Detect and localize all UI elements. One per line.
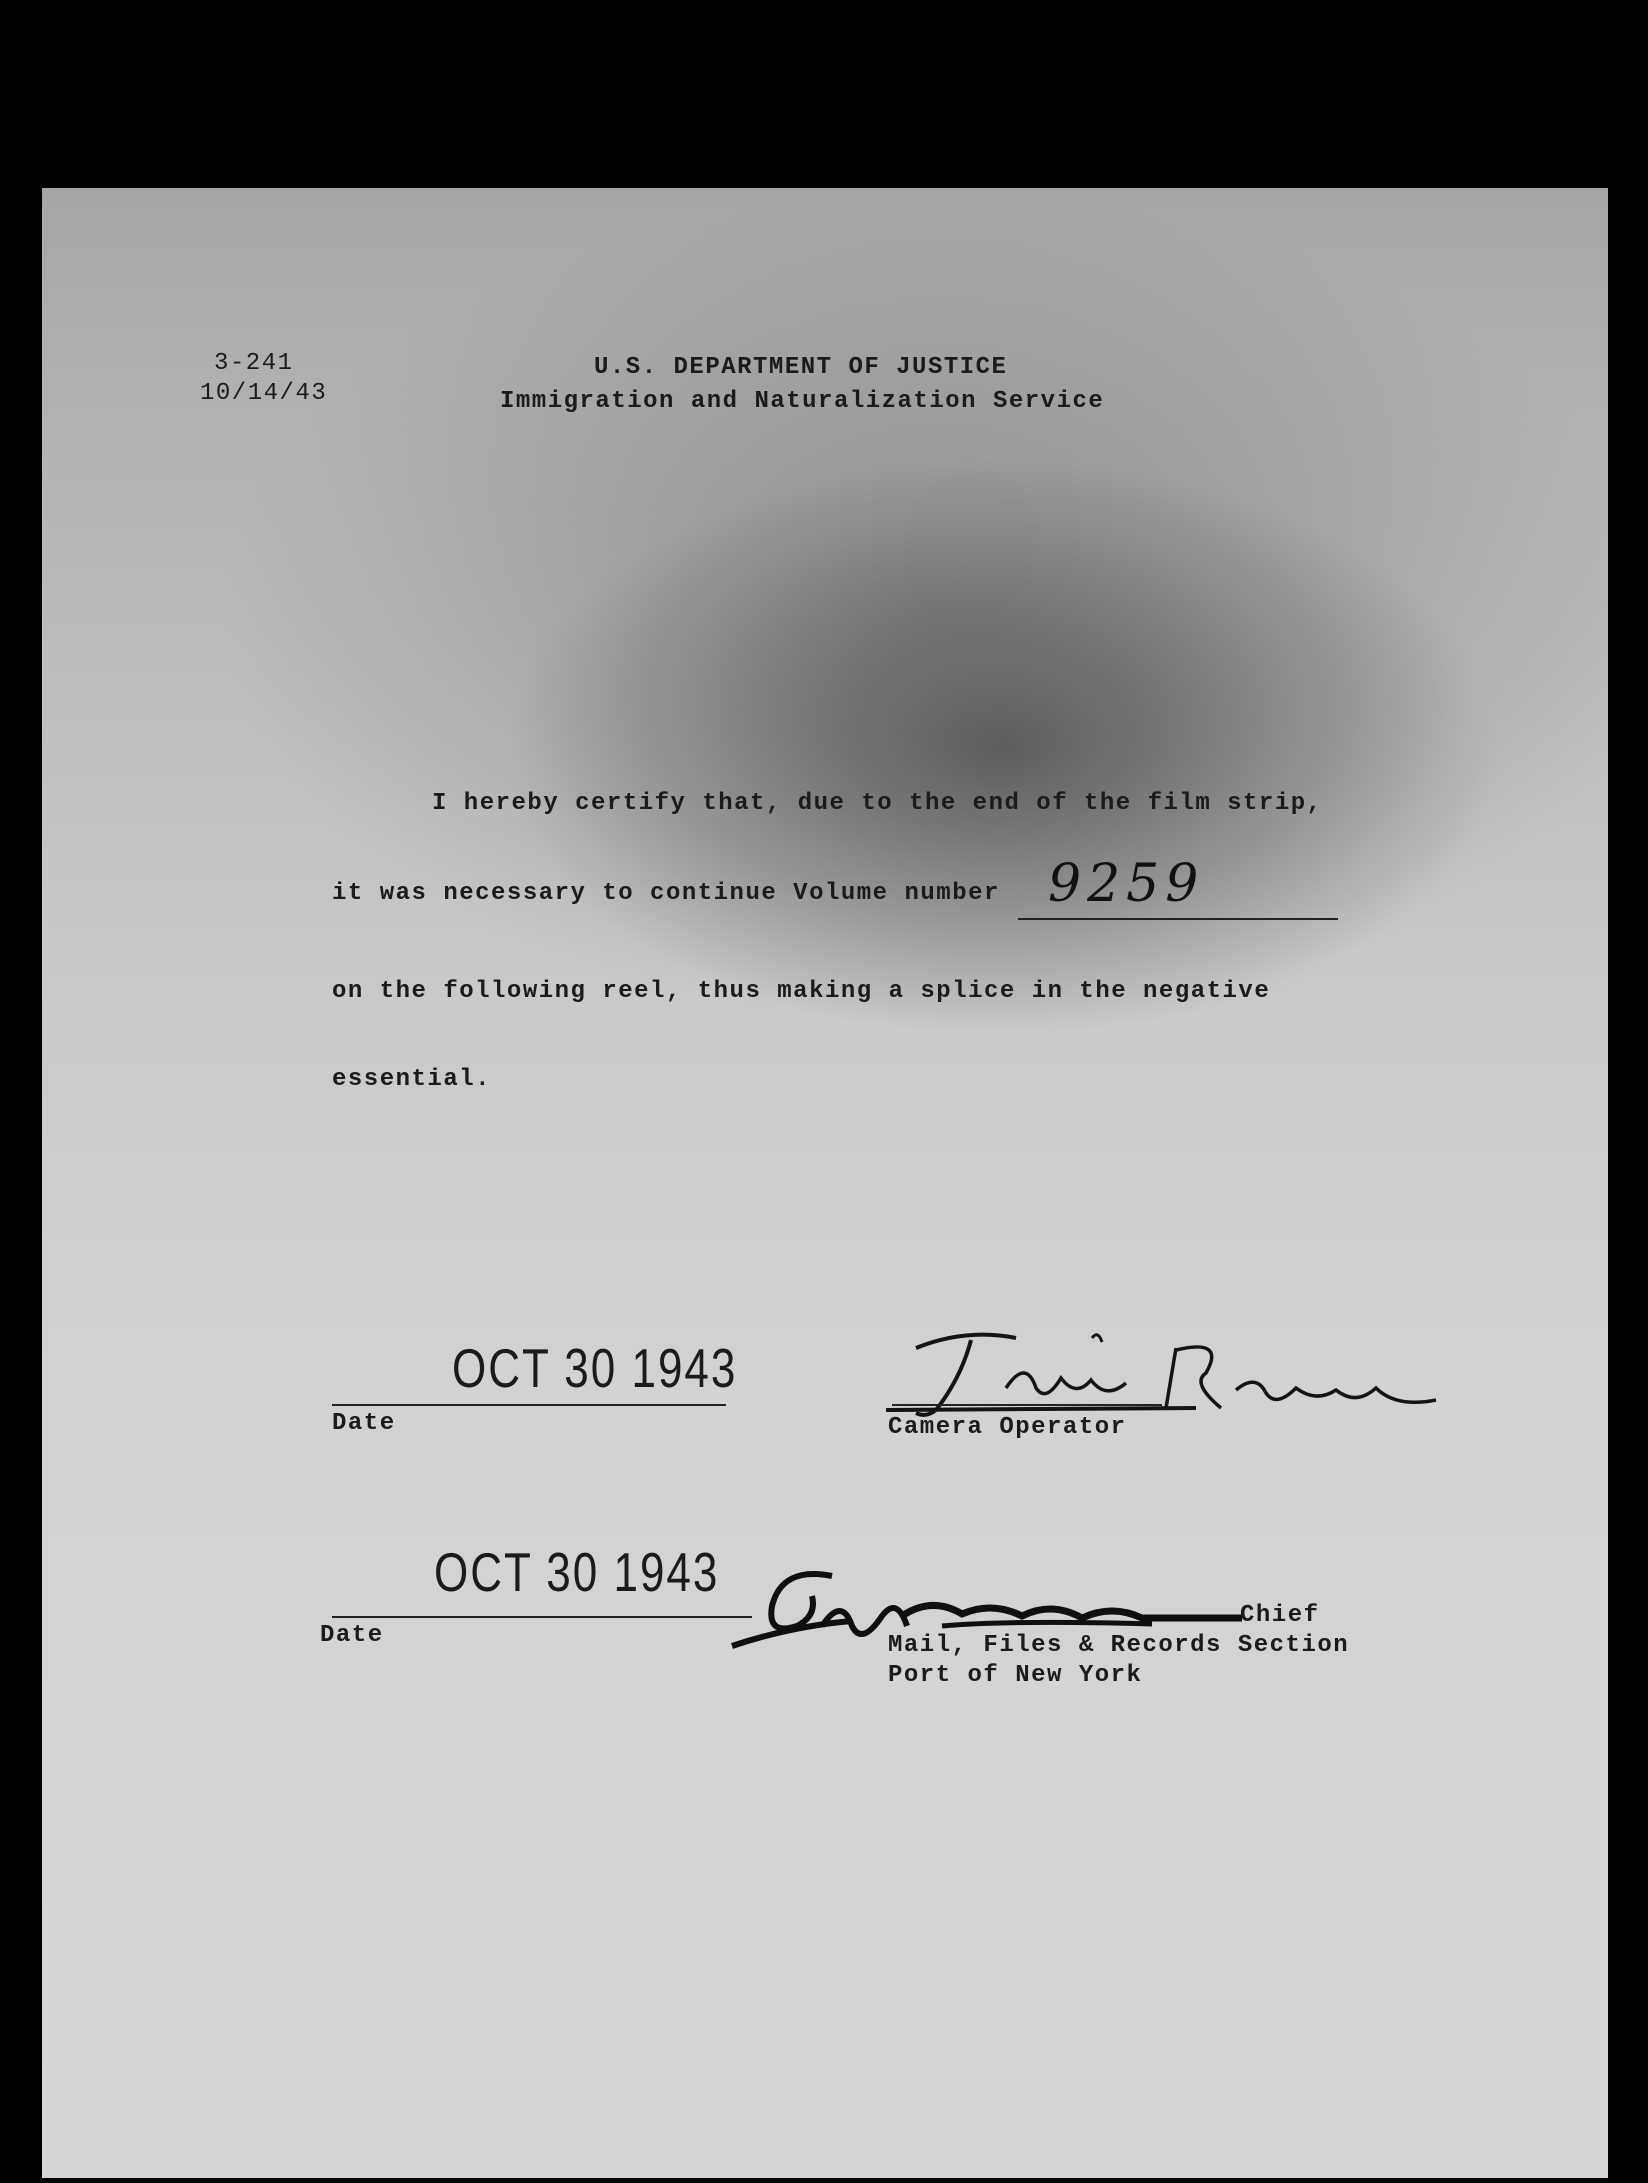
service-heading: Immigration and Naturalization Service bbox=[500, 388, 1105, 415]
form-revision-date: 10/14/43 bbox=[200, 380, 328, 407]
department-heading: U.S. DEPARTMENT OF JUSTICE bbox=[594, 354, 1008, 381]
date-stamp-chief: OCT 30 1943 bbox=[434, 1542, 720, 1604]
volume-number-line bbox=[1018, 918, 1338, 920]
date-line-camera-operator bbox=[332, 1404, 726, 1406]
form-number: 3-241 bbox=[214, 350, 294, 377]
date-stamp-camera-operator: OCT 30 1943 bbox=[452, 1338, 738, 1400]
port-of-new-york-label: Port of New York bbox=[888, 1662, 1143, 1689]
date-line-chief bbox=[332, 1616, 752, 1618]
chief-title-label: Chief bbox=[1240, 1602, 1320, 1629]
signature-line-camera-operator bbox=[892, 1404, 1162, 1406]
mail-files-records-label: Mail, Files & Records Section bbox=[888, 1632, 1350, 1659]
certification-line-4: essential. bbox=[332, 1066, 492, 1093]
certification-line-2: it was necessary to continue Volume number bbox=[332, 880, 1000, 907]
date-label-camera-operator: Date bbox=[332, 1410, 396, 1437]
camera-operator-label: Camera Operator bbox=[888, 1414, 1127, 1441]
document-page bbox=[42, 188, 1608, 2178]
certification-line-3: on the following reel, thus making a splice in the negative bbox=[332, 978, 1271, 1005]
date-label-chief: Date bbox=[320, 1622, 384, 1649]
volume-number-handwritten: 9259 bbox=[1048, 854, 1205, 914]
certification-line-1: I hereby certify that, due to the end of the film strip, bbox=[432, 790, 1323, 817]
camera-operator-signature bbox=[876, 1318, 1476, 1428]
